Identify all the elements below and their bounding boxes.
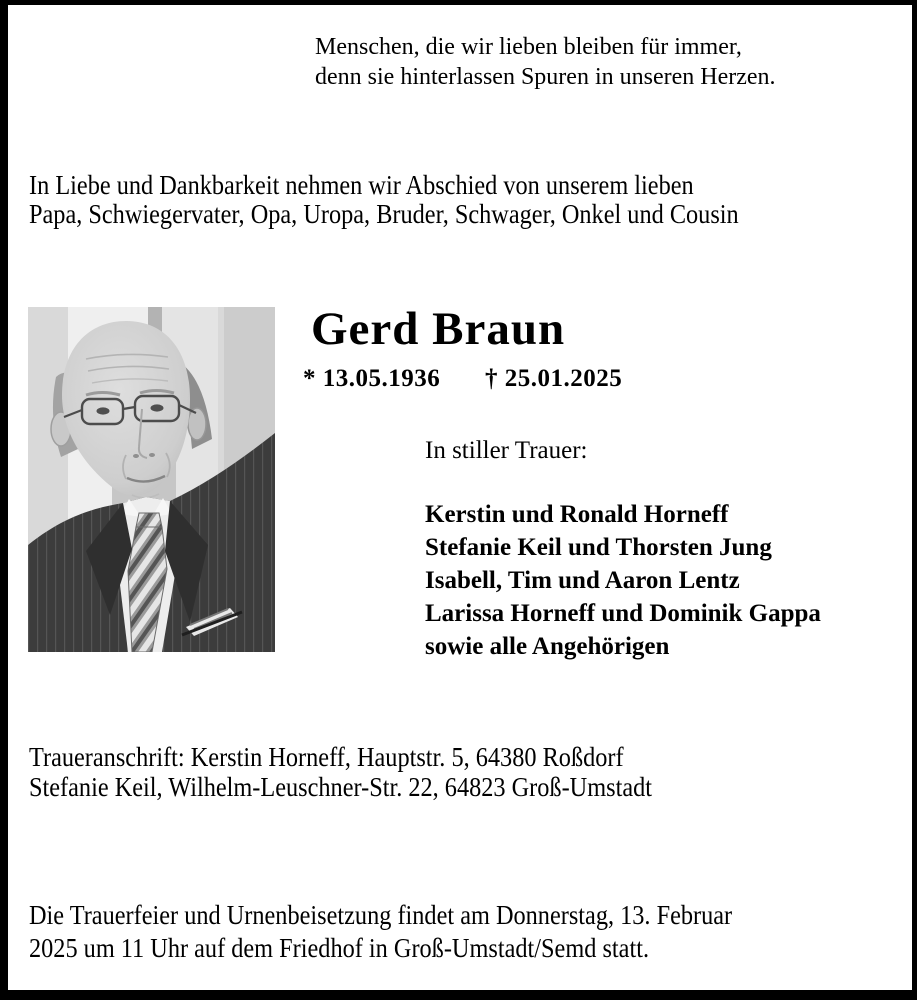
mourning-intro: In stiller Trauer: [425,437,588,464]
funeral-line-1: Die Trauerfeier und Urnenbeisetzung findet am Donnerstag, 13. Februar [29,900,733,930]
intro-text [29,171,739,229]
address-line-1: Traueranschrift: Kerstin Horneff, Hauptstr. 5, 64380 Roßdorf [29,742,624,772]
birth-date: 13.05.1936 [322,365,441,392]
funeral-line-2: 2025 um 11 Uhr auf dem Friedhof in Groß-Umstadt/Semd statt. [29,933,650,963]
life-dates [303,365,622,393]
epigraph [315,32,776,92]
death-cross-icon: † [485,365,498,392]
intro-line-1: In Liebe und Dankbarkeit nehmen wir Abschied von unserem lieben [29,170,694,200]
epigraph-line-1: Menschen, die wir lieben bleiben für immer, [315,34,742,60]
intro-line-2: Papa, Schwiegervater, Opa, Uropa, Bruder, Schwager, Onkel und Cousin [29,199,739,229]
mourner-line: sowie alle Angehörigen [425,633,670,660]
birth-symbol-icon: * [303,365,316,392]
mourner-line: Isabell, Tim und Aaron Lentz [425,567,740,594]
funeral-info [29,899,732,965]
mourner-line: Stefanie Keil und Thorsten Jung [425,534,772,561]
mourners-list [425,498,821,663]
portrait-photo [28,307,275,652]
death-date: 25.01.2025 [504,365,623,392]
mourning-address [29,742,652,802]
portrait-photo-graphic [28,307,275,652]
epigraph-line-2: denn sie hinterlassen Spuren in unseren Herzen. [315,64,776,90]
mourner-line: Kerstin und Ronald Horneff [425,501,729,528]
mourner-line: Larissa Horneff und Dominik Gappa [425,600,821,627]
obituary-sheet [8,5,912,990]
deceased-name: Gerd Braun [311,303,566,355]
address-line-2: Stefanie Keil, Wilhelm-Leuschner-Str. 22, 64823 Groß-Umstadt [29,772,653,802]
